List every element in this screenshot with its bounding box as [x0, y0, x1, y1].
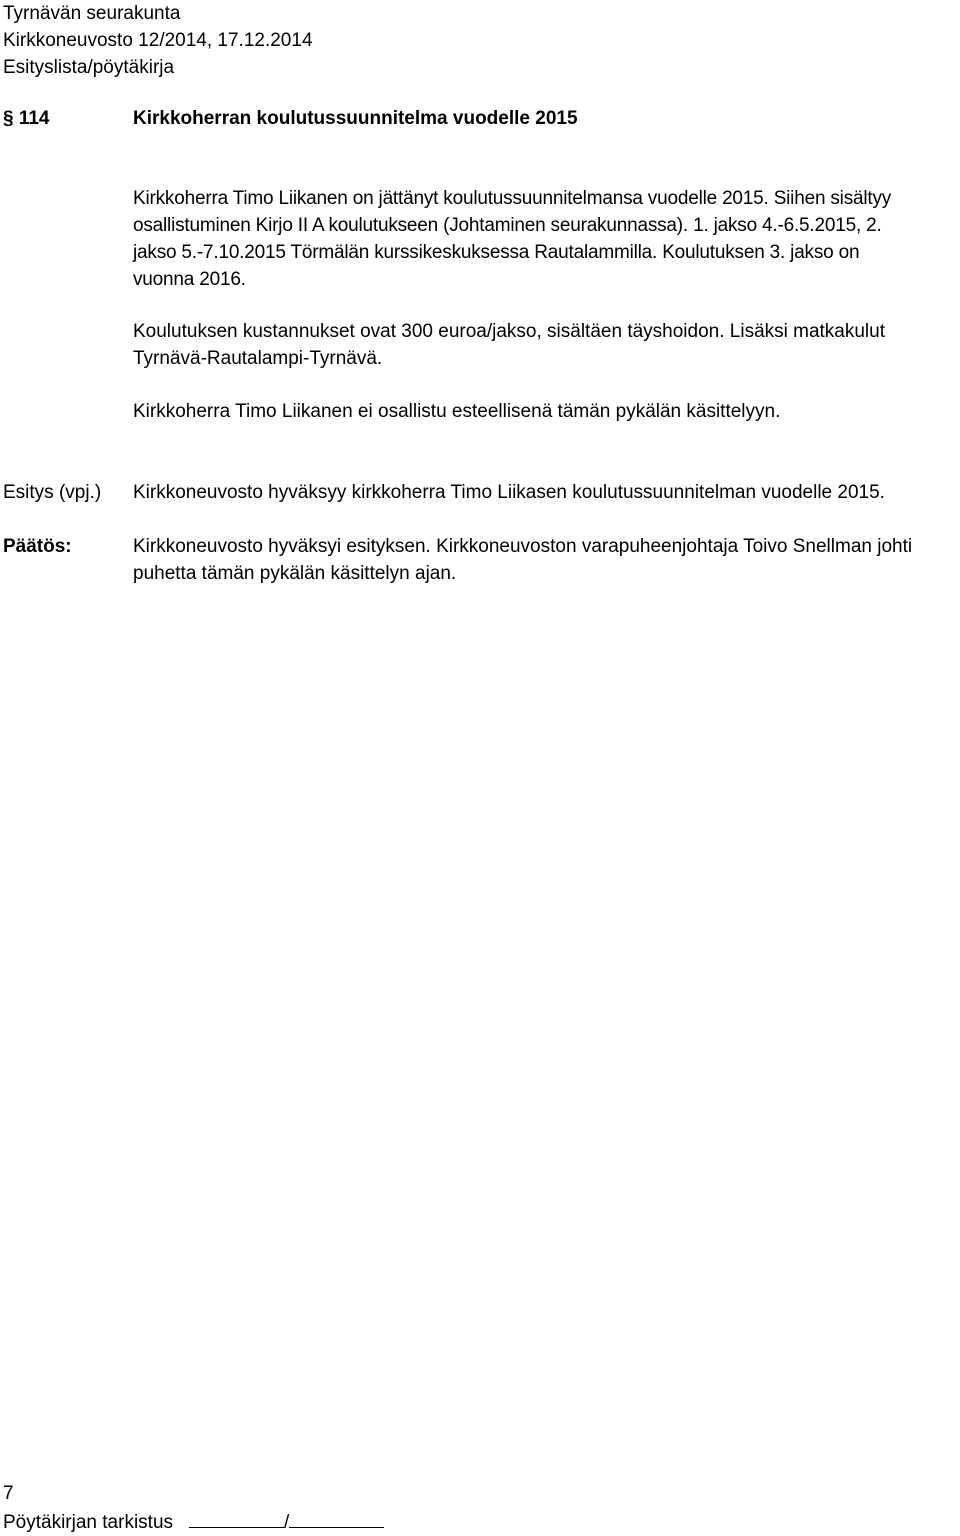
review-label: Pöytäkirjan tarkistus [3, 1512, 174, 1533]
body-paragraph-3: Kirkkoherra Timo Liikanen ei osallistu esteellisenä tämän pykälän käsittelyyn. [133, 401, 781, 422]
page-number: 7 [3, 1483, 14, 1504]
proposal-text: Kirkkoneuvosto hyväksyy kirkkoherra Timo Liikasen koulutussuunnitelman vuodelle 2015. [133, 482, 885, 503]
decision-text: Kirkkoneuvosto hyväksyi esityksen. Kirkkoneuvoston varapuheenjohtaja Toivo Snellman johti puhetta tämän pykälän käsittelyn ajan. [133, 536, 913, 584]
organization-name: Tyrnävän seurakunta [3, 3, 181, 24]
decision-label: Päätös: [3, 536, 72, 557]
body-paragraph-2: Koulutuksen kustannukset ovat 300 euroa/jakso, sisältäen täyshoidon. Lisäksi matkakulut Tyrnävä-Rautalampi-Tyrnävä. [133, 321, 886, 369]
section-title: Kirkkoherran koulutussuunnitelma vuodelle 2015 [133, 108, 578, 129]
document-header [3, 0, 313, 81]
proposal-label: Esitys (vpj.) [3, 482, 102, 503]
document-type: Esityslista/pöytäkirja [3, 57, 175, 78]
section-number: § 114 [3, 108, 50, 129]
body-paragraph-1: Kirkkoherra Timo Liikanen on jättänyt koulutussuunnitelmansa vuodelle 2015. Siihen sisältyy osallistuminen Kirjo II A koulutukseen (Johtaminen seurakunnassa). 1. jakso 4.-6.5.2015, 2. jakso 5.-7.10.2015 Törmälän kurssikeskuksessa Rautalammilla. Koulutuksen 3. jakso on vuonna 2016. [133, 188, 892, 290]
meeting-info: Kirkkoneuvosto 12/2014, 17.12.2014 [3, 30, 313, 51]
document-footer [3, 1480, 384, 1536]
signature-line-2 [289, 1507, 384, 1528]
review-line [3, 1507, 384, 1536]
signature-line-1 [189, 1507, 284, 1528]
signature-separator: / [284, 1512, 290, 1533]
